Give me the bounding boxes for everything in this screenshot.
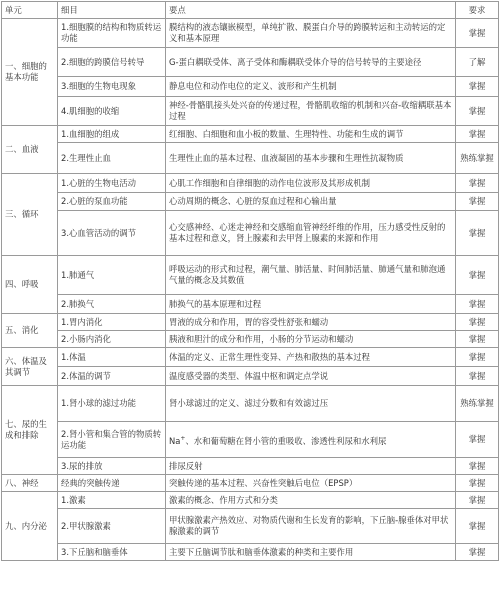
table-row xyxy=(2,386,499,422)
require-cell: 掌握 xyxy=(456,295,499,314)
require-cell: 掌握 xyxy=(456,314,499,331)
table-row xyxy=(2,331,499,348)
require-cell: 掌握 xyxy=(456,348,499,367)
table-row xyxy=(2,193,499,211)
points-cell: 静息电位和动作电位的定义、波形和产生机制 xyxy=(166,77,456,97)
header-subject: 细目 xyxy=(58,2,166,19)
require-cell: 了解 xyxy=(456,48,499,77)
table-row xyxy=(2,19,499,48)
subject-cell: 1.体温 xyxy=(58,348,166,367)
require-cell: 掌握 xyxy=(456,458,499,475)
subject-cell: 2.心脏的泵血功能 xyxy=(58,193,166,211)
table-row xyxy=(2,48,499,77)
unit-cell: 三、循环 xyxy=(2,174,58,256)
points-cell: 呼吸运动的形式和过程，潮气量、肺活量、时间肺活量、肺通气量和肺泡通气量的概念及其数值 xyxy=(166,256,456,295)
subject-cell: 2.甲状腺激素 xyxy=(58,509,166,544)
header-points: 要点 xyxy=(166,2,456,19)
table-row xyxy=(2,422,499,458)
table-row xyxy=(2,367,499,386)
points-cell: 生理性止血的基本过程、血液凝固的基本步骤和生理性抗凝物质 xyxy=(166,143,456,174)
table-row xyxy=(2,295,499,314)
require-cell: 掌握 xyxy=(456,97,499,126)
require-cell: 熟练掌握 xyxy=(456,143,499,174)
ion-charge: + xyxy=(180,434,186,442)
subject-cell: 1.肾小球的滤过功能 xyxy=(58,386,166,422)
points-cell: 心肌工作细胞和自律细胞的动作电位波形及其形成机制 xyxy=(166,174,456,193)
subject-cell: 2.细胞的跨膜信号转导 xyxy=(58,48,166,77)
require-cell: 掌握 xyxy=(456,367,499,386)
table-row xyxy=(2,348,499,367)
points-cell: 肺换气的基本原理和过程 xyxy=(166,295,456,314)
unit-cell: 一、细胞的基本功能 xyxy=(2,19,58,126)
require-cell: 掌握 xyxy=(456,256,499,295)
points-cell: 甲状腺激素产热效应、对物质代谢和生长发育的影响，下丘脑-腺垂体对甲状腺激素的调节 xyxy=(166,509,456,544)
points-cell: 神经-骨骼肌接头处兴奋的传递过程，骨骼肌收缩的机制和兴奋-收缩耦联基本过程 xyxy=(166,97,456,126)
points-cell: 胰液和胆汁的成分和作用，小肠的分节运动和蠕动 xyxy=(166,331,456,348)
points-cell: 膜结构的液态镶嵌模型，单纯扩散、膜蛋白介导的跨膜转运和主动转运的定义和基本原理 xyxy=(166,19,456,48)
points-cell: 红细胞、白细胞和血小板的数量、生理特性、功能和生成的调节 xyxy=(166,126,456,143)
table-row xyxy=(2,256,499,295)
unit-cell: 八、神经 xyxy=(2,475,58,492)
table-row xyxy=(2,492,499,509)
unit-cell: 五、消化 xyxy=(2,314,58,348)
syllabus-table xyxy=(1,1,499,561)
subject-cell: 2.肾小管和集合管的物质转运功能 xyxy=(58,422,166,458)
subject-cell: 4.肌细胞的收缩 xyxy=(58,97,166,126)
unit-cell: 二、血液 xyxy=(2,126,58,174)
subject-cell: 1.血细胞的组成 xyxy=(58,126,166,143)
table-row xyxy=(2,544,499,561)
require-cell: 掌握 xyxy=(456,126,499,143)
header-unit: 单元 xyxy=(2,2,58,19)
subject-cell: 1.肺通气 xyxy=(58,256,166,295)
subject-cell: 2.小肠内消化 xyxy=(58,331,166,348)
subject-cell: 3.尿的排放 xyxy=(58,458,166,475)
table-row xyxy=(2,458,499,475)
subject-cell: 3.下丘脑和脑垂体 xyxy=(58,544,166,561)
table-row xyxy=(2,475,499,492)
require-cell: 掌握 xyxy=(456,193,499,211)
subject-cell: 1.胃内消化 xyxy=(58,314,166,331)
subject-cell: 经典的突触传递 xyxy=(58,475,166,492)
table-row xyxy=(2,314,499,331)
points-cell: 体温的定义、正常生理性变异、产热和散热的基本过程 xyxy=(166,348,456,367)
points-cell: 心交感神经、心迷走神经和交感缩血管神经纤维的作用，压力感受性反射的基本过程和意义，肾上腺素和去甲肾上腺素的来源和作用 xyxy=(166,211,456,256)
table-row xyxy=(2,97,499,126)
require-cell: 掌握 xyxy=(456,19,499,48)
require-cell: 掌握 xyxy=(456,422,499,458)
points-cell: 肾小球滤过的定义、滤过分数和有效滤过压 xyxy=(166,386,456,422)
subject-cell: 3.心血管活动的调节 xyxy=(58,211,166,256)
subject-cell: 2.体温的调节 xyxy=(58,367,166,386)
table-row xyxy=(2,143,499,174)
points-cell: 温度感受器的类型、体温中枢和调定点学说 xyxy=(166,367,456,386)
subject-cell: 1.激素 xyxy=(58,492,166,509)
points-cell: 排尿反射 xyxy=(166,458,456,475)
header-row xyxy=(2,2,499,19)
points-cell: G-蛋白耦联受体、离子受体和酶耦联受体介导的信号转导的主要途径 xyxy=(166,48,456,77)
require-cell: 掌握 xyxy=(456,211,499,256)
table-row xyxy=(2,77,499,97)
table-row xyxy=(2,211,499,256)
table-row xyxy=(2,174,499,193)
require-cell: 掌握 xyxy=(456,174,499,193)
require-cell: 掌握 xyxy=(456,331,499,348)
require-cell: 掌握 xyxy=(456,492,499,509)
ion-symbol: Na xyxy=(169,435,181,446)
points-cell: 主要下丘脑调节肽和脑垂体激素的种类和主要作用 xyxy=(166,544,456,561)
require-cell: 掌握 xyxy=(456,509,499,544)
require-cell: 掌握 xyxy=(456,475,499,492)
require-cell: 掌握 xyxy=(456,77,499,97)
subject-cell: 3.细胞的生物电现象 xyxy=(58,77,166,97)
points-text: 、水和葡萄糖在肾小管的重吸收、渗透性利尿和水利尿 xyxy=(185,435,387,446)
unit-cell: 七、尿的生成和排除 xyxy=(2,386,58,475)
unit-cell: 六、体温及其调节 xyxy=(2,348,58,386)
subject-cell: 1.心脏的生物电活动 xyxy=(58,174,166,193)
require-cell: 掌握 xyxy=(456,544,499,561)
points-cell: 突触传递的基本过程、兴奋性突触后电位（EPSP） xyxy=(166,475,456,492)
unit-cell: 九、内分泌 xyxy=(2,492,58,561)
header-require: 要求 xyxy=(456,2,499,19)
points-cell: 胃液的成分和作用，胃的容受性舒张和蠕动 xyxy=(166,314,456,331)
table-row xyxy=(2,126,499,143)
table-row xyxy=(2,509,499,544)
points-cell: 心动周期的概念、心脏的泵血过程和心输出量 xyxy=(166,193,456,211)
subject-cell: 2.生理性止血 xyxy=(58,143,166,174)
points-cell: 激素的概念、作用方式和分类 xyxy=(166,492,456,509)
unit-cell: 四、呼吸 xyxy=(2,256,58,314)
points-cell xyxy=(166,422,456,458)
subject-cell: 2.肺换气 xyxy=(58,295,166,314)
require-cell: 熟练掌握 xyxy=(456,386,499,422)
table-body xyxy=(2,19,499,561)
subject-cell: 1.细胞膜的结构和物质转运功能 xyxy=(58,19,166,48)
